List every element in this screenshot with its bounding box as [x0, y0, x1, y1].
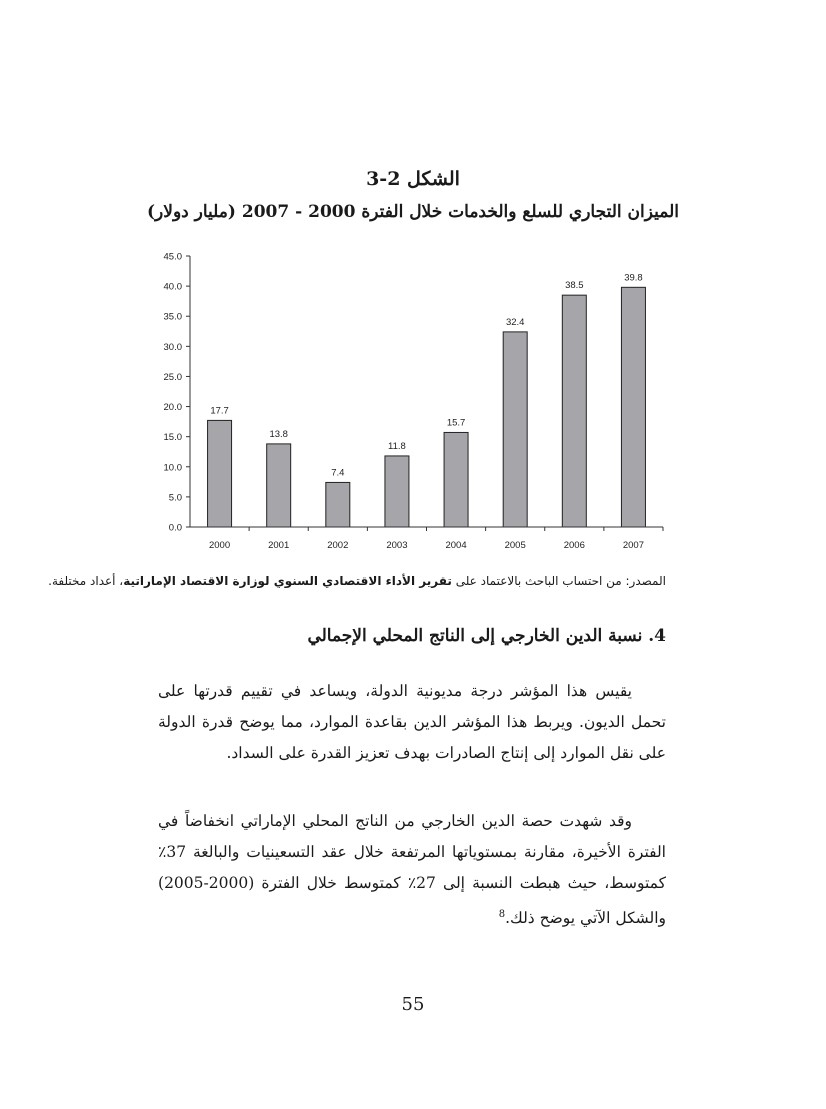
page-number: 55: [401, 994, 425, 1015]
x-tick-label: 2005: [504, 540, 526, 551]
bar: [444, 432, 468, 527]
bar: [267, 444, 291, 527]
x-tick-label: 2007: [622, 540, 645, 551]
footnote-ref: 8: [498, 909, 506, 920]
bar-value-label: 7.4: [331, 467, 345, 479]
bar-chart: [150, 240, 670, 560]
y-tick-label: 10.0: [163, 462, 182, 474]
bar: [562, 295, 586, 527]
source-prefix: المصدر: من احتساب الباحث بالاعتماد على: [455, 574, 666, 588]
figure-title: الميزان التجاري للسلع والخدمات خلال الفترة 2000 - 2007 (مليار دولار): [147, 202, 679, 222]
y-tick-label: 45.0: [163, 251, 182, 263]
y-tick-label: 35.0: [163, 311, 182, 323]
y-tick-label: 15.0: [163, 432, 182, 444]
paragraph-2-text: وقد شهدت حصة الدين الخارجي من الناتج المحلي الإماراتي انخفاضاً في الفترة الأخيرة، مقارنة بمستوياتها المرتفعة خلال عقد التسعينيات والبالغة 37٪ كمتوسط، حيث هبطت النسبة إلى 27٪ كمتوسط خلال الفترة (2000-2005) والشكل الآتي يوضح ذلك.: [158, 812, 666, 928]
x-tick-label: 2000: [208, 540, 231, 551]
x-tick-label: 2002: [327, 540, 349, 551]
x-tick-label: 2004: [445, 540, 467, 551]
x-tick-label: 2001: [268, 540, 290, 551]
bar-value-label: 39.8: [624, 272, 643, 284]
bar-value-label: 38.5: [565, 280, 584, 292]
y-tick-label: 25.0: [163, 371, 182, 383]
y-tick-label: 5.0: [168, 492, 182, 504]
bar: [208, 420, 232, 527]
bar: [503, 332, 527, 527]
bar-value-label: 32.4: [505, 316, 525, 328]
paragraph-1: [158, 676, 666, 769]
source-report-title: تقرير الأداء الاقتصادي السنوي لوزارة الاقتصاد الإماراتية: [123, 574, 452, 588]
section-heading: 4. نسبة الدين الخارجي إلى الناتج المحلي الإجمالي: [307, 626, 666, 646]
bar: [326, 482, 350, 527]
y-tick-label: 0.0: [168, 522, 182, 534]
bar: [385, 456, 409, 527]
figure-number: الشكل 2-3: [366, 168, 460, 190]
bar: [621, 287, 645, 527]
source-note: [48, 574, 666, 588]
x-tick-label: 2003: [386, 540, 408, 551]
y-tick-label: 40.0: [163, 281, 182, 293]
paragraph-2: [158, 806, 666, 934]
bar-value-label: 15.7: [446, 417, 466, 429]
source-suffix: ، أعداد مختلفة.: [48, 574, 124, 588]
bar-value-label: 11.8: [388, 440, 406, 452]
bar-value-label: 13.8: [269, 428, 288, 440]
y-tick-label: 20.0: [163, 402, 182, 414]
bar-value-label: 17.7: [210, 405, 229, 417]
x-tick-label: 2006: [563, 540, 585, 551]
y-tick-label: 30.0: [163, 341, 182, 353]
paragraph-1-text: يقيس هذا المؤشر درجة مديونية الدولة، ويساعد في تقييم قدرتها على تحمل الديون. ويربط هذا المؤشر الدين بقاعدة الموارد، مما يوضح قدرة الدولة على نقل الموارد إلى إنتاج الصادرات بهدف تعزيز القدرة على السداد.: [158, 682, 666, 762]
